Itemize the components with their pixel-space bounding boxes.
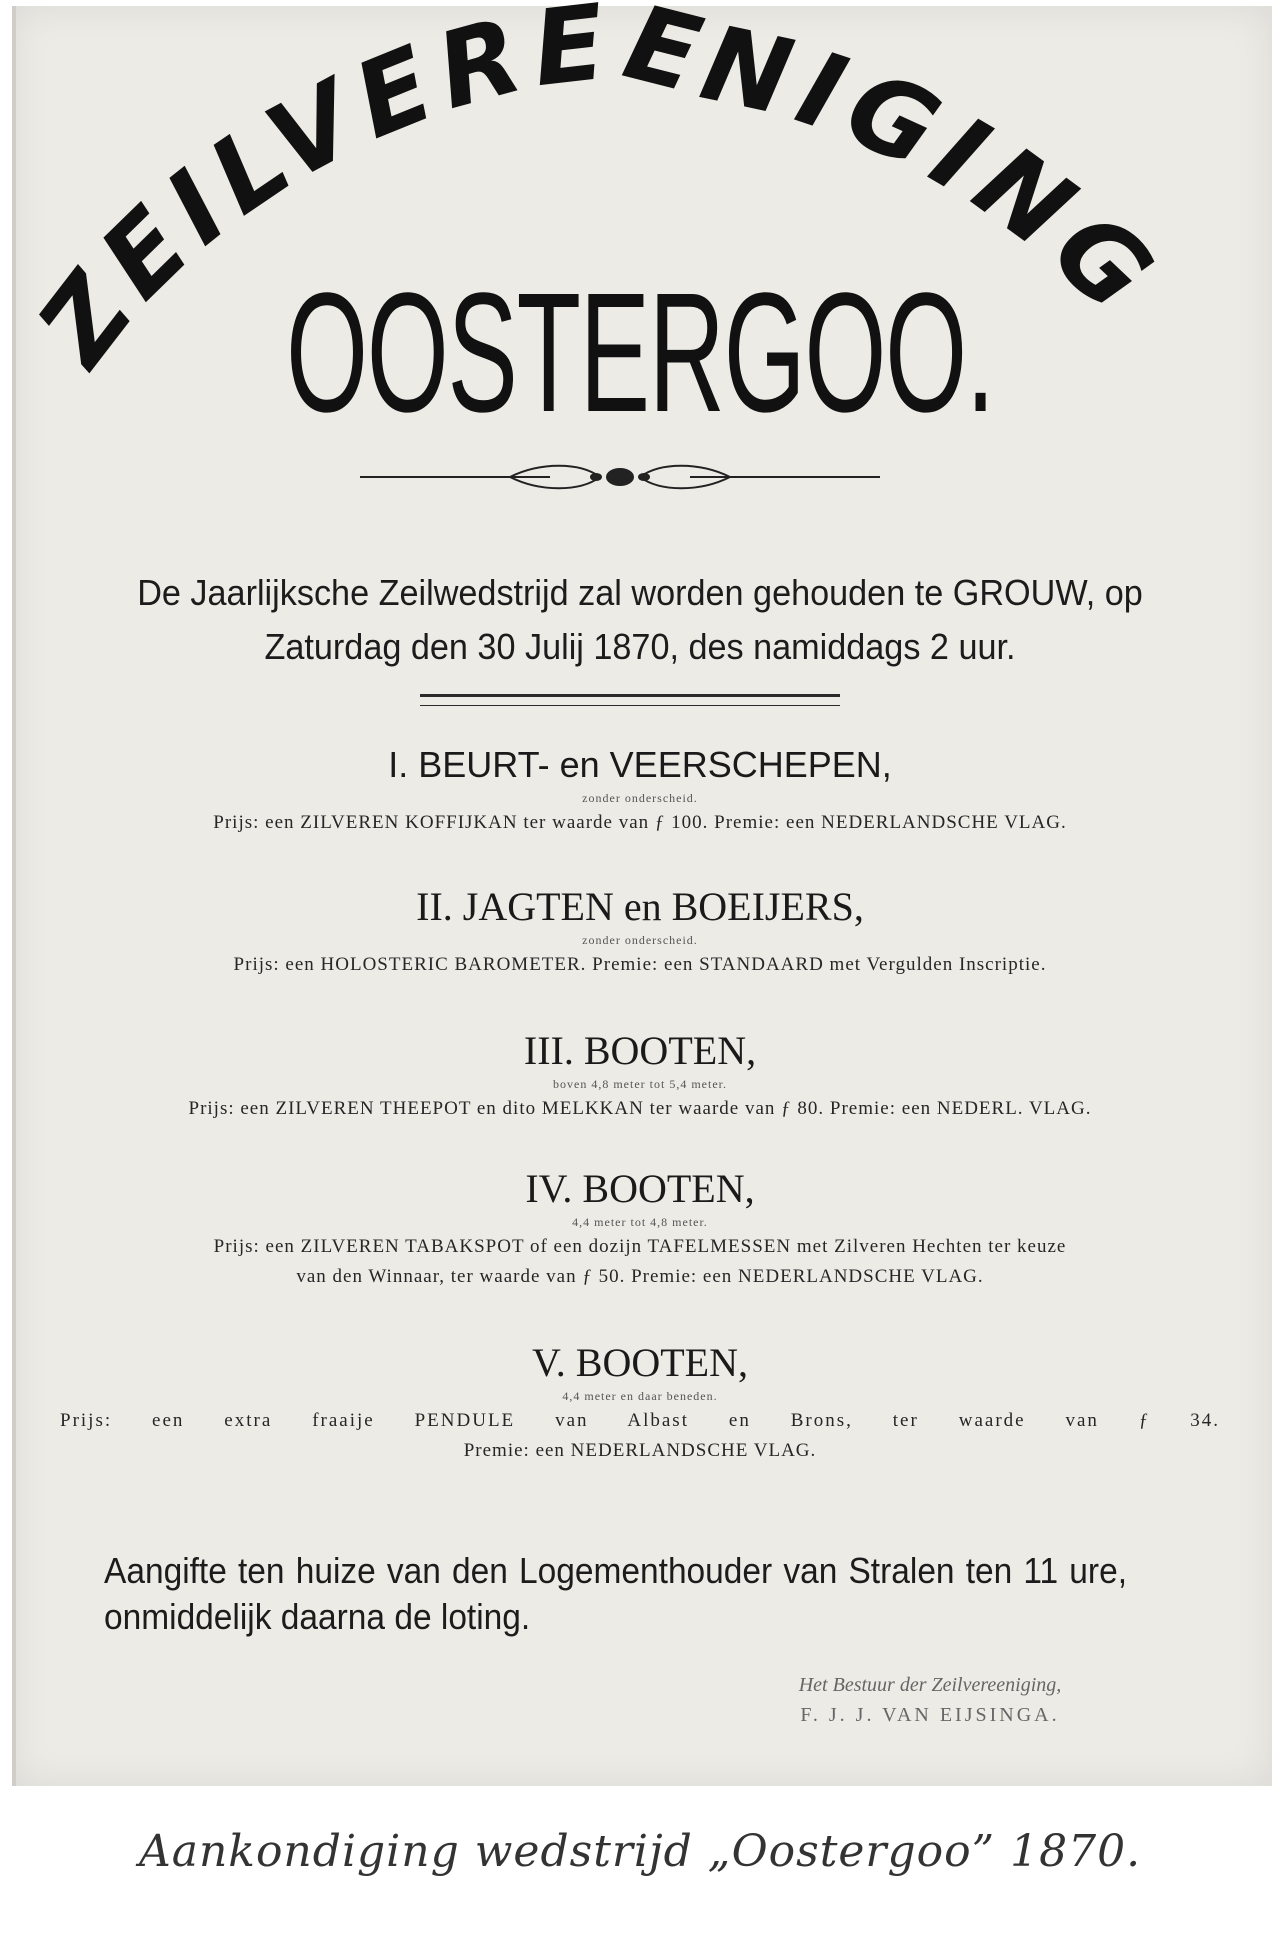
category-subtitle: 4,4 meter tot 4,8 meter. bbox=[572, 1215, 708, 1229]
category-prize: Prijs: een ZILVEREN TABAKSPOT of een dozijn TAFELMESSEN met Zilveren Hechten ter keuze bbox=[213, 1236, 1067, 1257]
category-heading: III. BOOTEN, bbox=[523, 1028, 757, 1073]
category-1 bbox=[60, 742, 1220, 838]
category-prize: Prijs: een HOLOSTERIC BAROMETER. Premie: een STANDAARD met Vergulden Inscriptie. bbox=[233, 954, 1047, 975]
category-prize: Prijs: een ZILVEREN THEEPOT en dito MELKKAN ter waarde van ƒ 80. Premie: een NEDERL. VLAG. bbox=[188, 1098, 1092, 1119]
announcement-intro: De Jaarlijksche Zeilwedstrijd zal worden gehouden te GROUW, op Zaturdag den 30 Julij 1870, des namiddags 2 uur. bbox=[137, 572, 1143, 667]
double-rule-divider bbox=[420, 694, 840, 706]
category-subtitle: 4,4 meter en daar beneden. bbox=[562, 1389, 718, 1403]
category-heading: IV. BOOTEN, bbox=[525, 1166, 755, 1211]
ornament-divider bbox=[360, 462, 880, 492]
category-2 bbox=[60, 884, 1220, 980]
figure-caption: Aankondiging wedstrijd „Oostergoo” 1870. bbox=[138, 1826, 1142, 1877]
category-heading: V. BOOTEN, bbox=[532, 1340, 748, 1385]
signature-name: F. J. J. VAN EIJSINGA. bbox=[800, 1704, 1060, 1726]
category-subtitle: boven 4,8 meter tot 5,4 meter. bbox=[553, 1077, 727, 1091]
category-prize-continued: Premie: een NEDERLANDSCHE VLAG. bbox=[463, 1440, 817, 1461]
category-prize: Prijs: een extra fraaije PENDULE van Albast en Brons, ter waarde van ƒ 34. bbox=[60, 1410, 1220, 1431]
category-heading: I. BEURT- en VEERSCHEPEN, bbox=[388, 744, 892, 785]
category-heading: II. JAGTEN en BOEIJERS, bbox=[416, 884, 864, 929]
registration-note: Aangifte ten huize van den Logementhouder van Stralen ten 11 ure, onmiddelijk daarna de loting. bbox=[104, 1550, 1127, 1637]
category-prize-continued: van den Winnaar, ter waarde van ƒ 50. Premie: een NEDERLANDSCHE VLAG. bbox=[296, 1266, 984, 1287]
category-3 bbox=[60, 1028, 1220, 1124]
arched-title-text: ZEILVEREENIGING bbox=[14, 0, 1176, 387]
category-subtitle: zonder onderscheid. bbox=[582, 791, 698, 805]
category-4 bbox=[60, 1166, 1220, 1292]
signature-block bbox=[700, 1670, 1160, 1730]
category-5 bbox=[60, 1340, 1220, 1466]
category-prize: Prijs: een ZILVEREN KOFFIJKAN ter waarde van ƒ 100. Premie: een NEDERLANDSCHE VLAG. bbox=[213, 812, 1067, 833]
category-subtitle: zonder onderscheid. bbox=[582, 933, 698, 947]
signature-board: Het Bestuur der Zeilvereeniging, bbox=[798, 1674, 1062, 1696]
club-name-title: OOSTERGOO. bbox=[286, 258, 994, 448]
